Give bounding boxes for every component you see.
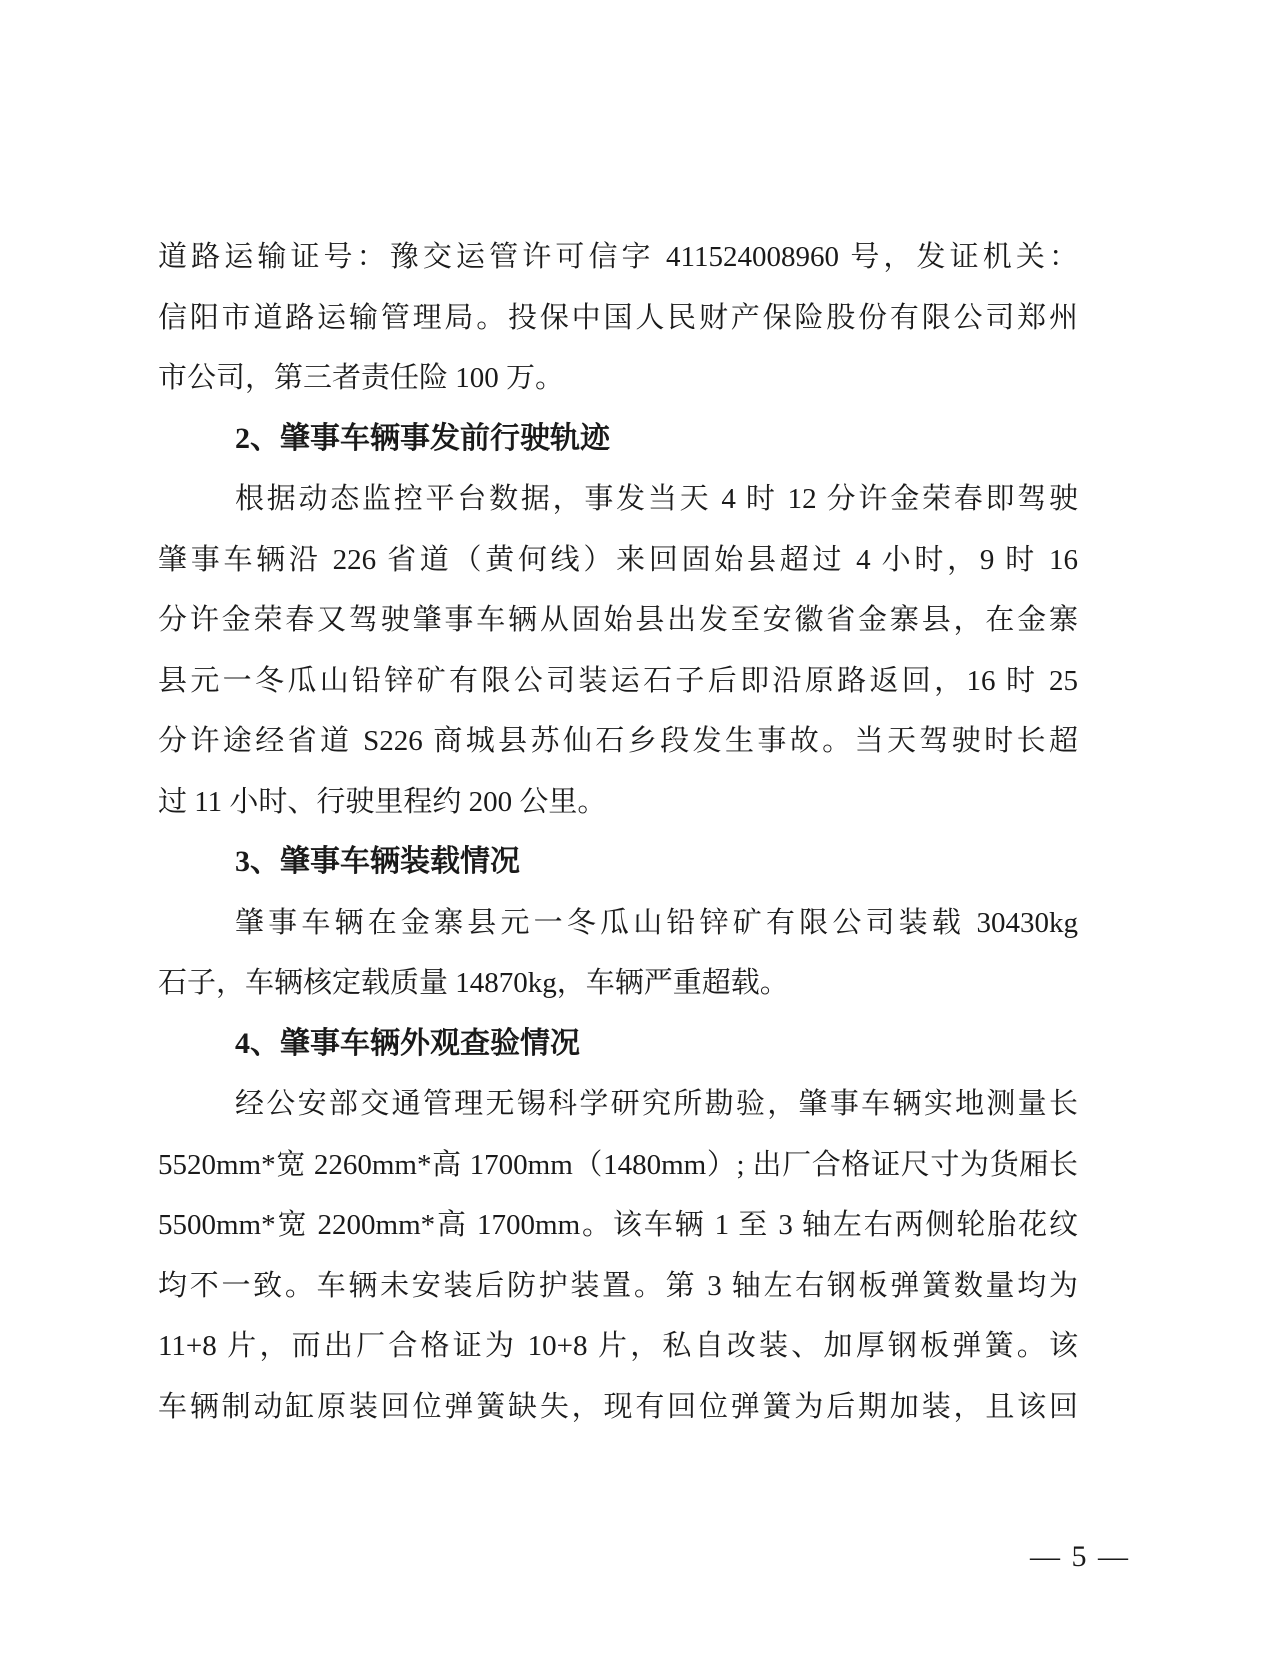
document-line: 分许金荣春又驾驶肇事车辆从固始县出发至安徽省金寨县，在金寨 xyxy=(158,604,1078,636)
document-line: 根据动态监控平台数据，事发当天 4 时 12 分许金荣春即驾驶 xyxy=(235,483,1078,515)
document-line: 5500mm*宽 2200mm*高 1700mm。该车辆 1 至 3 轴左右两侧轮胎花纹 xyxy=(158,1209,1078,1241)
document-line: 车辆制动缸原装回位弹簧缺失，现有回位弹簧为后期加装，且该回 xyxy=(158,1390,1078,1423)
document-line: 信阳市道路运输管理局。投保中国人民财产保险股份有限公司郑州 xyxy=(158,301,1078,334)
section-heading-2: 2、肇事车辆事发前行驶轨迹 xyxy=(235,421,610,455)
section-heading-3: 3、肇事车辆装载情况 xyxy=(235,845,520,878)
document-line: 过 11 小时、行驶里程约 200 公里。 xyxy=(158,785,607,818)
document-line: 肇事车辆沿 226 省道（黄何线）来回固始县超过 4 小时，9 时 16 xyxy=(158,543,1078,576)
document-line: 市公司，第三者责任险 100 万。 xyxy=(158,362,565,394)
page-number: — 5 — xyxy=(1030,1540,1130,1573)
document-line: 均不一致。车辆未安装后防护装置。第 3 轴左右钢板弹簧数量均为 xyxy=(158,1269,1078,1302)
section-heading-4: 4、肇事车辆外观查验情况 xyxy=(235,1026,580,1060)
document-line: 经公安部交通管理无锡科学研究所勘验，肇事车辆实地测量长 xyxy=(235,1088,1078,1120)
document-line: 县元一冬瓜山铅锌矿有限公司装运石子后即沿原路返回，16 时 25 xyxy=(158,664,1078,697)
document-line: 11+8 片，而出厂合格证为 10+8 片，私自改装、加厚钢板弹簧。该 xyxy=(158,1330,1078,1362)
document-line: 道路运输证号：豫交运管许可信字 411524008960 号，发证机关： xyxy=(158,241,1078,273)
document-line: 石子，车辆核定载质量 14870kg，车辆严重超载。 xyxy=(158,967,789,999)
document-line: 5520mm*宽 2260mm*高 1700mm（1480mm）; 出厂合格证尺寸为货厢长 xyxy=(158,1148,1078,1181)
document-line: 肇事车辆在金寨县元一冬瓜山铅锌矿有限公司装载 30430kg xyxy=(235,906,1078,939)
document-line: 分许途经省道 S226 商城县苏仙石乡段发生事故。当天驾驶时长超 xyxy=(158,725,1078,757)
document-text-block xyxy=(158,227,1078,1437)
